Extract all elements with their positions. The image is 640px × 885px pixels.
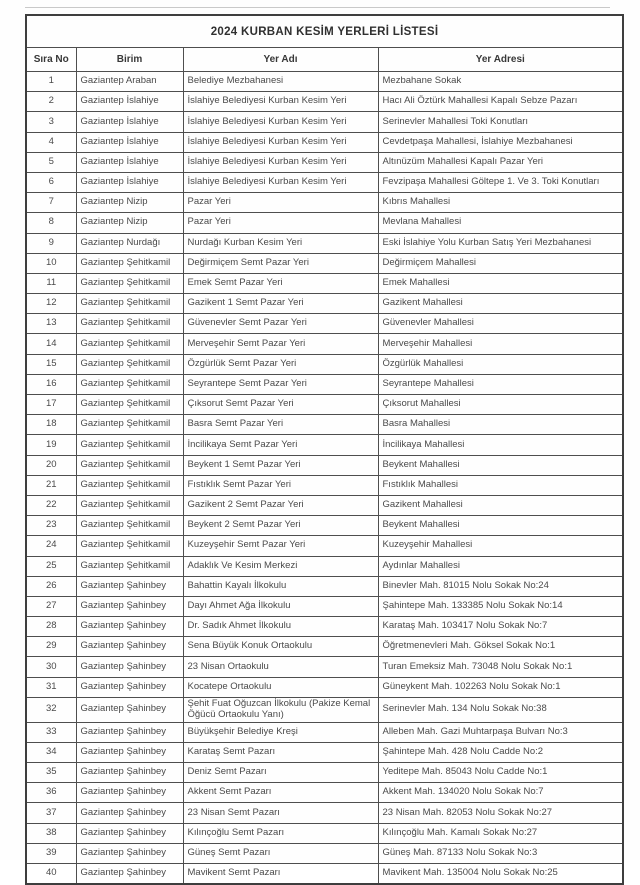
cell-sira-no: 37 [26,803,76,823]
cell-yer-adi: Gazikent 2 Semt Pazar Yeri [183,495,378,515]
cell-birim: Gaziantep Şehitkamil [76,516,183,536]
table-row [26,677,623,697]
cell-sira-no: 24 [26,536,76,556]
cell-yer-adi: Kuzeyşehir Semt Pazar Yeri [183,536,378,556]
cell-yer-adi: Kılınçoğlu Semt Pazarı [183,823,378,843]
cell-yer-adi: Şehit Fuat Oğuzcan İlkokulu (Pakize Kemal Öğücü Ortaokulu Yanı) [183,697,378,722]
column-header-yer-adresi: Yer Adresi [378,48,623,72]
table-row [26,763,623,783]
cell-sira-no: 31 [26,677,76,697]
cell-yer-adresi: Mevlana Mahallesi [378,213,623,233]
table-row [26,213,623,233]
cell-yer-adi: İslahiye Belediyesi Kurban Kesim Yeri [183,172,378,192]
cell-yer-adresi: Emek Mahallesi [378,273,623,293]
table-row [26,314,623,334]
cell-yer-adresi: Yeditepe Mah. 85043 Nolu Cadde No:1 [378,763,623,783]
table-row [26,72,623,92]
column-header-yer-adi: Yer Adı [183,48,378,72]
cell-yer-adresi: Altınüzüm Mahallesi Kapalı Pazar Yeri [378,152,623,172]
cell-birim: Gaziantep Şahinbey [76,803,183,823]
cell-birim: Gaziantep Şahinbey [76,823,183,843]
table-row [26,697,623,722]
table-row [26,172,623,192]
cell-yer-adresi: Mavikent Mah. 135004 Nolu Sokak No:25 [378,863,623,884]
cell-yer-adi: Merveşehir Semt Pazar Yeri [183,334,378,354]
title-row [26,15,623,48]
cell-birim: Gaziantep Şahinbey [76,637,183,657]
cell-sira-no: 36 [26,783,76,803]
cell-sira-no: 26 [26,576,76,596]
table-row [26,455,623,475]
table-row [26,374,623,394]
cell-yer-adresi: Beykent Mahallesi [378,516,623,536]
cell-yer-adresi: Fıstıklık Mahallesi [378,475,623,495]
cell-yer-adresi: İncilikaya Mahallesi [378,435,623,455]
table-row [26,415,623,435]
cell-birim: Gaziantep Şehitkamil [76,536,183,556]
cell-sira-no: 29 [26,637,76,657]
table-row [26,132,623,152]
cell-yer-adi: Değirmiçem Semt Pazar Yeri [183,253,378,273]
cell-yer-adi: İslahiye Belediyesi Kurban Kesim Yeri [183,132,378,152]
cell-birim: Gaziantep İslahiye [76,132,183,152]
cell-yer-adi: Güneş Semt Pazarı [183,843,378,863]
cell-yer-adresi: Karataş Mah. 103417 Nolu Sokak No:7 [378,617,623,637]
cell-yer-adresi: Güneş Mah. 87133 Nolu Sokak No:3 [378,843,623,863]
table-row [26,495,623,515]
cell-yer-adi: Beykent 2 Semt Pazar Yeri [183,516,378,536]
scan-artifact-line [25,7,610,8]
table-row [26,233,623,253]
cell-birim: Gaziantep Şahinbey [76,596,183,616]
cell-sira-no: 23 [26,516,76,536]
cell-yer-adi: Karataş Semt Pazarı [183,742,378,762]
table-row [26,152,623,172]
table-body [26,72,623,885]
cell-yer-adi: Dayı Ahmet Ağa İlkokulu [183,596,378,616]
cell-yer-adresi: Kıbrıs Mahallesi [378,193,623,213]
cell-yer-adresi: Serinevler Mah. 134 Nolu Sokak No:38 [378,697,623,722]
table-row [26,92,623,112]
cell-yer-adi: Özgürlük Semt Pazar Yeri [183,354,378,374]
cell-sira-no: 22 [26,495,76,515]
cell-yer-adresi: Turan Emeksiz Mah. 73048 Nolu Sokak No:1 [378,657,623,677]
cell-birim: Gaziantep Şahinbey [76,863,183,884]
cell-yer-adresi: Gazikent Mahallesi [378,495,623,515]
cell-yer-adresi: Kuzeyşehir Mahallesi [378,536,623,556]
cell-yer-adi: Fıstıklık Semt Pazar Yeri [183,475,378,495]
cell-yer-adi: Pazar Yeri [183,213,378,233]
cell-sira-no: 10 [26,253,76,273]
cell-birim: Gaziantep Şehitkamil [76,334,183,354]
cell-birim: Gaziantep Şehitkamil [76,374,183,394]
cell-sira-no: 12 [26,294,76,314]
cell-sira-no: 4 [26,132,76,152]
cell-birim: Gaziantep Şahinbey [76,617,183,637]
cell-sira-no: 17 [26,395,76,415]
table-row [26,657,623,677]
cell-yer-adi: Gazikent 1 Semt Pazar Yeri [183,294,378,314]
cell-yer-adi: 23 Nisan Semt Pazarı [183,803,378,823]
table-row [26,334,623,354]
table-row [26,273,623,293]
cell-yer-adresi: Mezbahane Sokak [378,72,623,92]
cell-birim: Gaziantep İslahiye [76,92,183,112]
cell-yer-adresi: Alleben Mah. Gazi Muhtarpaşa Bulvarı No:3 [378,722,623,742]
cell-birim: Gaziantep Şahinbey [76,763,183,783]
cell-birim: Gaziantep Şahinbey [76,843,183,863]
cell-yer-adresi: Özgürlük Mahallesi [378,354,623,374]
cell-birim: Gaziantep Şahinbey [76,697,183,722]
cell-yer-adi: Mavikent Semt Pazarı [183,863,378,884]
table-row [26,193,623,213]
cell-yer-adi: Sena Büyük Konuk Ortaokulu [183,637,378,657]
cell-sira-no: 5 [26,152,76,172]
cell-sira-no: 3 [26,112,76,132]
cell-birim: Gaziantep Şehitkamil [76,556,183,576]
table-row [26,617,623,637]
cell-sira-no: 13 [26,314,76,334]
cell-birim: Gaziantep Şahinbey [76,677,183,697]
cell-yer-adresi: Beykent Mahallesi [378,455,623,475]
table-row [26,354,623,374]
cell-yer-adi: Belediye Mezbahanesi [183,72,378,92]
cell-yer-adi: Kocatepe Ortaokulu [183,677,378,697]
cell-yer-adi: İslahiye Belediyesi Kurban Kesim Yeri [183,92,378,112]
cell-sira-no: 11 [26,273,76,293]
cell-birim: Gaziantep Şehitkamil [76,354,183,374]
cell-yer-adi: Dr. Sadık Ahmet İlkokulu [183,617,378,637]
cell-yer-adi: Pazar Yeri [183,193,378,213]
cell-yer-adresi: Gazikent Mahallesi [378,294,623,314]
cell-yer-adi: İslahiye Belediyesi Kurban Kesim Yeri [183,152,378,172]
cell-yer-adresi: Fevzipaşa Mahallesi Göltepe 1. Ve 3. Toki Konutları [378,172,623,192]
cell-yer-adi: Nurdağı Kurban Kesim Yeri [183,233,378,253]
cell-yer-adresi: Eski İslahiye Yolu Kurban Satış Yeri Mezbahanesi [378,233,623,253]
cell-yer-adi: Güvenevler Semt Pazar Yeri [183,314,378,334]
cell-birim: Gaziantep Şehitkamil [76,314,183,334]
cell-sira-no: 8 [26,213,76,233]
column-header-birim: Birim [76,48,183,72]
cell-yer-adresi: Değirmiçem Mahallesi [378,253,623,273]
table-row [26,823,623,843]
cell-birim: Gaziantep Şahinbey [76,657,183,677]
cell-sira-no: 6 [26,172,76,192]
cell-yer-adresi: Güvenevler Mahallesi [378,314,623,334]
cell-yer-adresi: Güneykent Mah. 102263 Nolu Sokak No:1 [378,677,623,697]
cell-sira-no: 28 [26,617,76,637]
table-row [26,516,623,536]
cell-birim: Gaziantep Nurdağı [76,233,183,253]
cell-birim: Gaziantep İslahiye [76,172,183,192]
table-row [26,803,623,823]
cell-yer-adi: Basra Semt Pazar Yeri [183,415,378,435]
cell-birim: Gaziantep Şehitkamil [76,395,183,415]
table-row [26,556,623,576]
cell-birim: Gaziantep Şahinbey [76,722,183,742]
cell-yer-adresi: Aydınlar Mahallesi [378,556,623,576]
cell-yer-adi: Çıksorut Semt Pazar Yeri [183,395,378,415]
table-row [26,576,623,596]
cell-yer-adi: Büyükşehir Belediye Kreşi [183,722,378,742]
cell-yer-adresi: Öğretmenevleri Mah. Göksel Sokak No:1 [378,637,623,657]
cell-birim: Gaziantep Şehitkamil [76,495,183,515]
cell-yer-adi: Deniz Semt Pazarı [183,763,378,783]
cell-yer-adresi: Serinevler Mahallesi Toki Konutları [378,112,623,132]
cell-yer-adi: Seyrantepe Semt Pazar Yeri [183,374,378,394]
cell-birim: Gaziantep Şehitkamil [76,253,183,273]
cell-yer-adresi: Kılınçoğlu Mah. Kamalı Sokak No:27 [378,823,623,843]
table-row [26,863,623,884]
cell-sira-no: 2 [26,92,76,112]
cell-sira-no: 20 [26,455,76,475]
cell-yer-adi: İncilikaya Semt Pazar Yeri [183,435,378,455]
cell-sira-no: 30 [26,657,76,677]
cell-yer-adresi: Cevdetpaşa Mahallesi, İslahiye Mezbahanesi [378,132,623,152]
cell-sira-no: 9 [26,233,76,253]
table-row [26,395,623,415]
table-row [26,637,623,657]
cell-yer-adresi: Şahintepe Mah. 428 Nolu Cadde No:2 [378,742,623,762]
cell-sira-no: 38 [26,823,76,843]
cell-yer-adi: Adaklık Ve Kesim Merkezi [183,556,378,576]
cell-sira-no: 14 [26,334,76,354]
cell-birim: Gaziantep Şehitkamil [76,475,183,495]
cell-sira-no: 18 [26,415,76,435]
cell-yer-adresi: Hacı Ali Öztürk Mahallesi Kapalı Sebze Pazarı [378,92,623,112]
cell-sira-no: 16 [26,374,76,394]
cell-sira-no: 7 [26,193,76,213]
table-row [26,253,623,273]
table-row [26,112,623,132]
cell-sira-no: 15 [26,354,76,374]
column-header-sira-no: Sıra No [26,48,76,72]
cell-yer-adi: Emek Semt Pazar Yeri [183,273,378,293]
cell-birim: Gaziantep Şehitkamil [76,415,183,435]
cell-sira-no: 19 [26,435,76,455]
cell-yer-adi: İslahiye Belediyesi Kurban Kesim Yeri [183,112,378,132]
kurban-kesim-yerleri-table [25,14,624,885]
table-row [26,722,623,742]
cell-birim: Gaziantep Nizip [76,193,183,213]
cell-birim: Gaziantep Şahinbey [76,576,183,596]
table-row [26,435,623,455]
cell-yer-adresi: Akkent Mah. 134020 Nolu Sokak No:7 [378,783,623,803]
cell-birim: Gaziantep Şehitkamil [76,294,183,314]
cell-yer-adresi: 23 Nisan Mah. 82053 Nolu Sokak No:27 [378,803,623,823]
table-row [26,536,623,556]
cell-sira-no: 32 [26,697,76,722]
cell-sira-no: 1 [26,72,76,92]
cell-sira-no: 39 [26,843,76,863]
cell-yer-adresi: Şahintepe Mah. 133385 Nolu Sokak No:14 [378,596,623,616]
cell-sira-no: 21 [26,475,76,495]
cell-birim: Gaziantep Şehitkamil [76,273,183,293]
table-row [26,742,623,762]
column-header-row [26,48,623,72]
table-row [26,596,623,616]
cell-birim: Gaziantep Şehitkamil [76,435,183,455]
cell-yer-adi: Beykent 1 Semt Pazar Yeri [183,455,378,475]
table-row [26,294,623,314]
cell-yer-adi: Bahattin Kayalı İlkokulu [183,576,378,596]
cell-birim: Gaziantep Araban [76,72,183,92]
cell-birim: Gaziantep İslahiye [76,152,183,172]
cell-birim: Gaziantep Şahinbey [76,783,183,803]
cell-yer-adresi: Çıksorut Mahallesi [378,395,623,415]
cell-yer-adi: 23 Nisan Ortaokulu [183,657,378,677]
cell-yer-adresi: Basra Mahallesi [378,415,623,435]
cell-yer-adresi: Merveşehir Mahallesi [378,334,623,354]
cell-sira-no: 40 [26,863,76,884]
cell-yer-adi: Akkent Semt Pazarı [183,783,378,803]
cell-sira-no: 35 [26,763,76,783]
table-row [26,475,623,495]
cell-birim: Gaziantep Şahinbey [76,742,183,762]
cell-birim: Gaziantep Şehitkamil [76,455,183,475]
document-title: 2024 KURBAN KESİM YERLERİ LİSTESİ [26,15,623,48]
cell-sira-no: 33 [26,722,76,742]
table-row [26,783,623,803]
cell-sira-no: 34 [26,742,76,762]
cell-sira-no: 27 [26,596,76,616]
cell-sira-no: 25 [26,556,76,576]
cell-yer-adresi: Binevler Mah. 81015 Nolu Sokak No:24 [378,576,623,596]
cell-birim: Gaziantep Nizip [76,213,183,233]
cell-yer-adresi: Seyrantepe Mahallesi [378,374,623,394]
cell-birim: Gaziantep İslahiye [76,112,183,132]
table-row [26,843,623,863]
